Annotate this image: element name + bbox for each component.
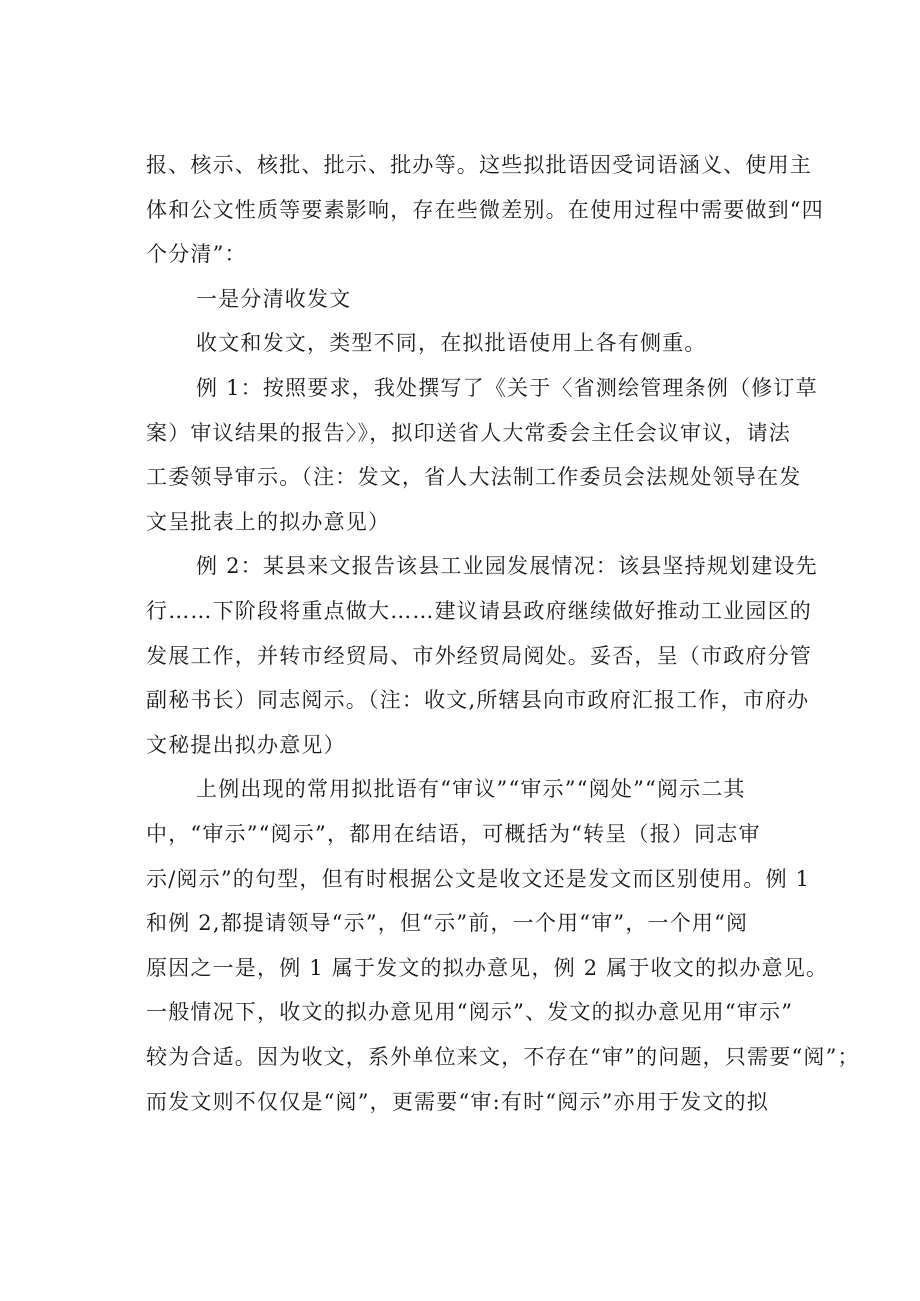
text-line: 行……下阶段将重点做大……建议请县政府继续做好推动工业园区的 xyxy=(146,599,812,623)
text-line: 发展工作，并转市经贸局、市外经贸局阅处。妥否，呈（市政府分管 xyxy=(146,644,812,668)
text-line: 案）审议结果的报告〉》，拟印送省人大常委会主任会议审议，请法 xyxy=(146,421,791,445)
text-line: 较为合适。因为收文，系外单位来文，不存在“审”的问题，只需要“阅”； xyxy=(146,1045,860,1069)
text-line: 文秘提出拟办意见） xyxy=(146,733,346,757)
text-line: 报、核示、核批、批示、批办等。这些拟批语因受词语涵义、使用主 xyxy=(146,153,812,177)
text-line: 原因之一是，例 1 属于发文的拟办意见，例 2 属于收文的拟办意见。 xyxy=(146,956,829,980)
text-line: 体和公文性质等要素影响，存在些微差别。在使用过程中需要做到“四 xyxy=(146,198,824,222)
text-line: 文呈批表上的拟办意见） xyxy=(146,510,391,534)
text-line: 示/阅示”的句型，但有时根据公文是收文还是发文而区别使用。例 1 xyxy=(146,867,811,891)
text-line: 个分清”： xyxy=(146,242,247,266)
text-line: 和例 2,都提请领导“示”，但“示”前，一个用“审”，一个用“阅 xyxy=(146,911,749,935)
text-line: 工委领导审示。（注：发文，省人大法制工作委员会法规处领导在发 xyxy=(146,465,802,489)
text-line: 例 1：按照要求，我处撰写了《关于〈省测绘管理条例（修订草 xyxy=(196,376,818,400)
text-line: 副秘书长）同志阅示。（注：收文,所辖县向市政府汇报工作，市府办 xyxy=(146,688,810,712)
text-line: 一般情况下，收文的拟办意见用“阅示”、发文的拟办意见用“审示” xyxy=(146,1000,794,1024)
text-line: 例 2：某县来文报告该县工业园发展情况：该县坚持规划建设先 xyxy=(196,554,818,578)
text-line: 收文和发文，类型不同，在拟批语使用上各有侧重。 xyxy=(196,331,707,355)
text-line: 而发文则不仅仅是“阅”，更需要“审:有时“阅示”亦用于发文的拟 xyxy=(146,1090,769,1114)
text-line: 中，“审示”“阅示”，都用在结语，可概括为“转呈（报）同志审 xyxy=(146,822,761,846)
text-line: 一是分清收发文 xyxy=(196,287,352,311)
text-line: 上例出现的常用拟批语有“审议”“审示”“阅处”“阅示二其 xyxy=(196,777,746,801)
